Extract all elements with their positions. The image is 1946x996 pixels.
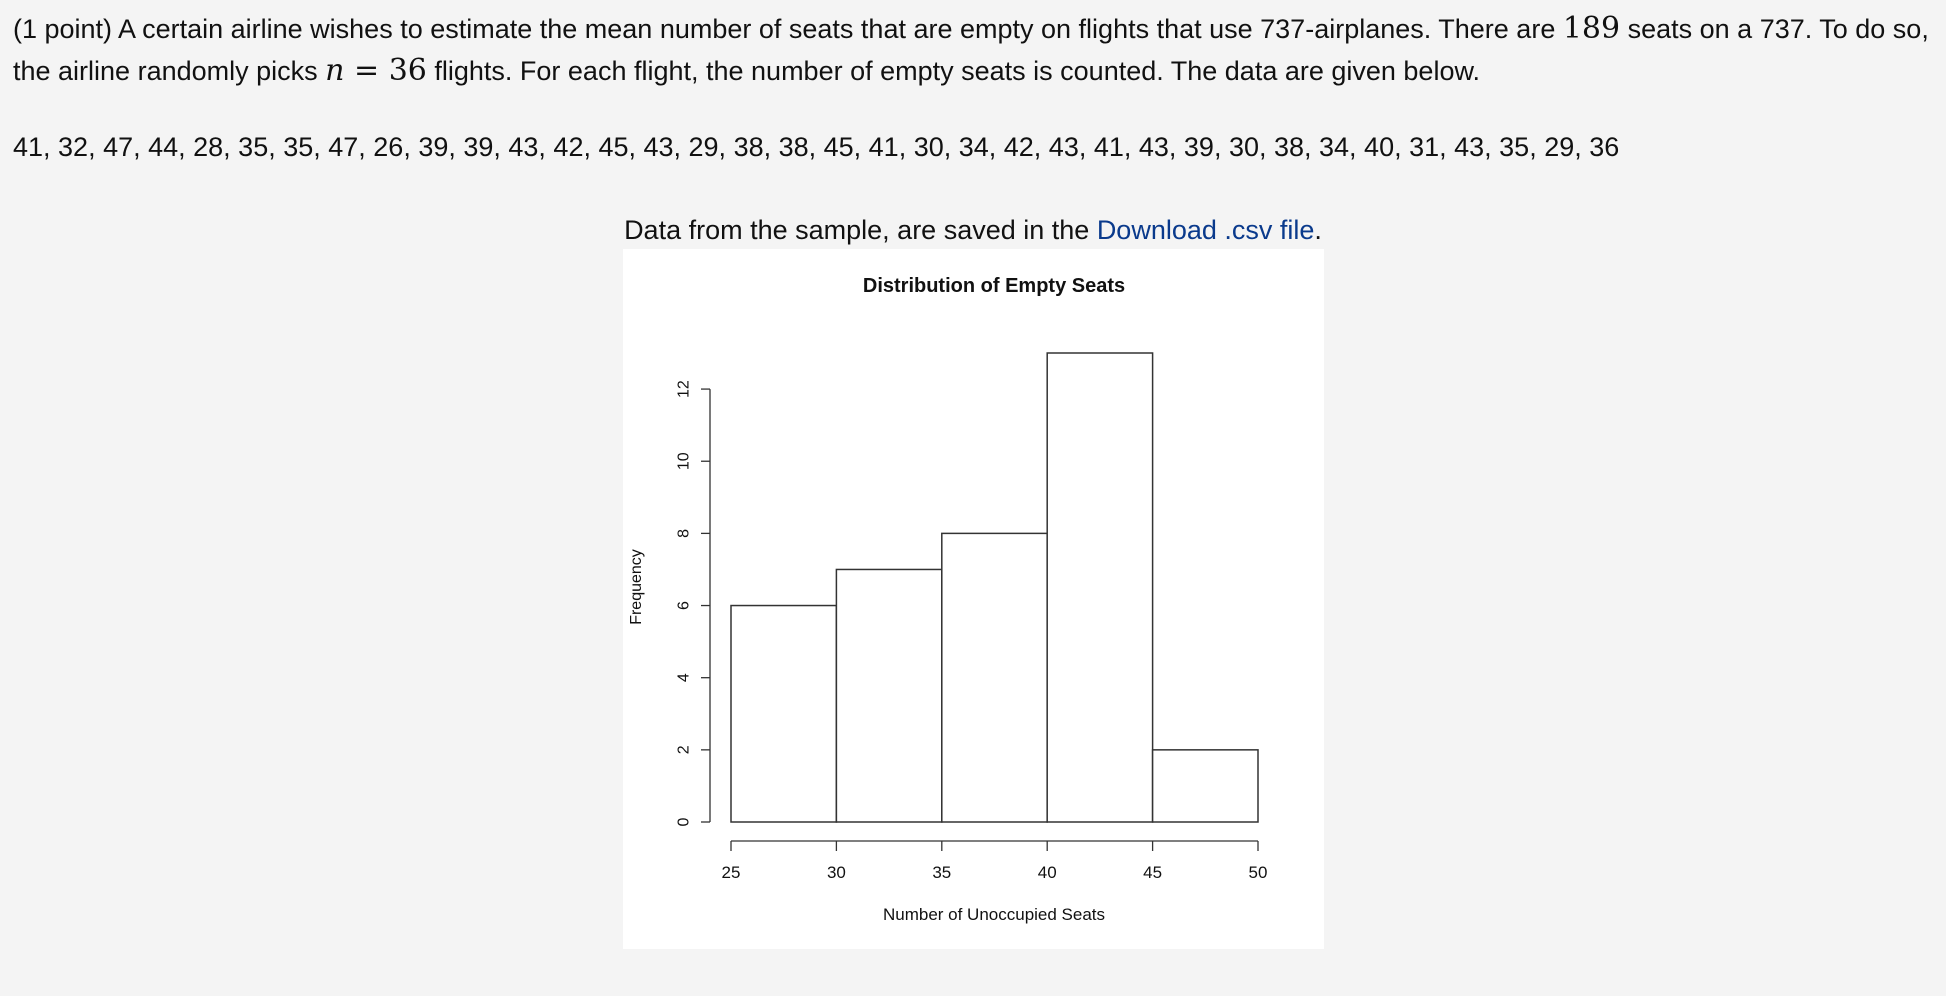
sample-size-expression — [325, 53, 427, 88]
problem-statement — [13, 8, 1933, 92]
x-tick-label: 40 — [1037, 863, 1057, 882]
n-value: 36 — [388, 53, 427, 88]
csv-download-line — [0, 210, 1946, 250]
n-symbol: n — [325, 53, 345, 88]
y-axis — [676, 380, 711, 826]
seats-value: 189 — [1562, 11, 1621, 46]
csv-prefix: Data from the sample, are saved in the — [624, 215, 1097, 245]
chart-title: Distribution of Empty Seats — [862, 275, 1126, 297]
y-tick-label: 8 — [675, 528, 693, 538]
histogram-bar-3 — [942, 533, 1047, 822]
histogram-bar-5 — [1153, 750, 1258, 822]
x-tick-label: 25 — [721, 863, 741, 882]
download-csv-link[interactable]: Download .csv file — [1096, 215, 1315, 245]
histogram-bar-1 — [731, 606, 836, 822]
histogram-bar-2 — [836, 569, 941, 822]
problem-text-part3: flights. For each flight, the number of empty seats is counted. The data are given below. — [426, 56, 1480, 86]
y-tick-label: 4 — [675, 673, 693, 683]
histogram-chart — [623, 249, 1324, 949]
y-tick-label: 0 — [675, 817, 693, 827]
x-tick-label: 30 — [826, 863, 846, 882]
histogram-bars — [731, 353, 1258, 822]
n-equals: = — [344, 53, 389, 88]
x-axis-label: Number of Unoccupied Seats — [882, 905, 1106, 924]
y-tick-label: 12 — [675, 380, 693, 398]
problem-text-part1: (1 point) A certain airline wishes to estimate the mean number of seats that are empty on flights that use 737-airplanes. There are — [13, 14, 1563, 44]
sample-data-list: 41, 32, 47, 44, 28, 35, 35, 47, 26, 39, 39, 43, 42, 45, 43, 29, 38, 38, 45, 41, 30, 34, 42, 43, 41, 43, 39, 30, 38, 34, 40, 31, 43, 35, 29, 36 — [13, 132, 1620, 162]
x-axis — [722, 841, 1268, 882]
histogram-bar-4 — [1047, 353, 1152, 822]
x-tick-label: 35 — [932, 863, 952, 882]
histogram-figure — [623, 249, 1324, 949]
x-tick-label: 50 — [1248, 863, 1268, 882]
y-tick-label: 2 — [675, 745, 693, 755]
y-tick-label: 6 — [675, 601, 693, 610]
problem-text-part2: seats on a 737. To do so, the airline randomly picks — [13, 14, 1929, 86]
csv-suffix: . — [1314, 215, 1322, 245]
x-tick-label: 45 — [1143, 863, 1163, 882]
y-axis-label: Frequency — [628, 549, 645, 625]
y-tick-label: 10 — [675, 452, 693, 471]
